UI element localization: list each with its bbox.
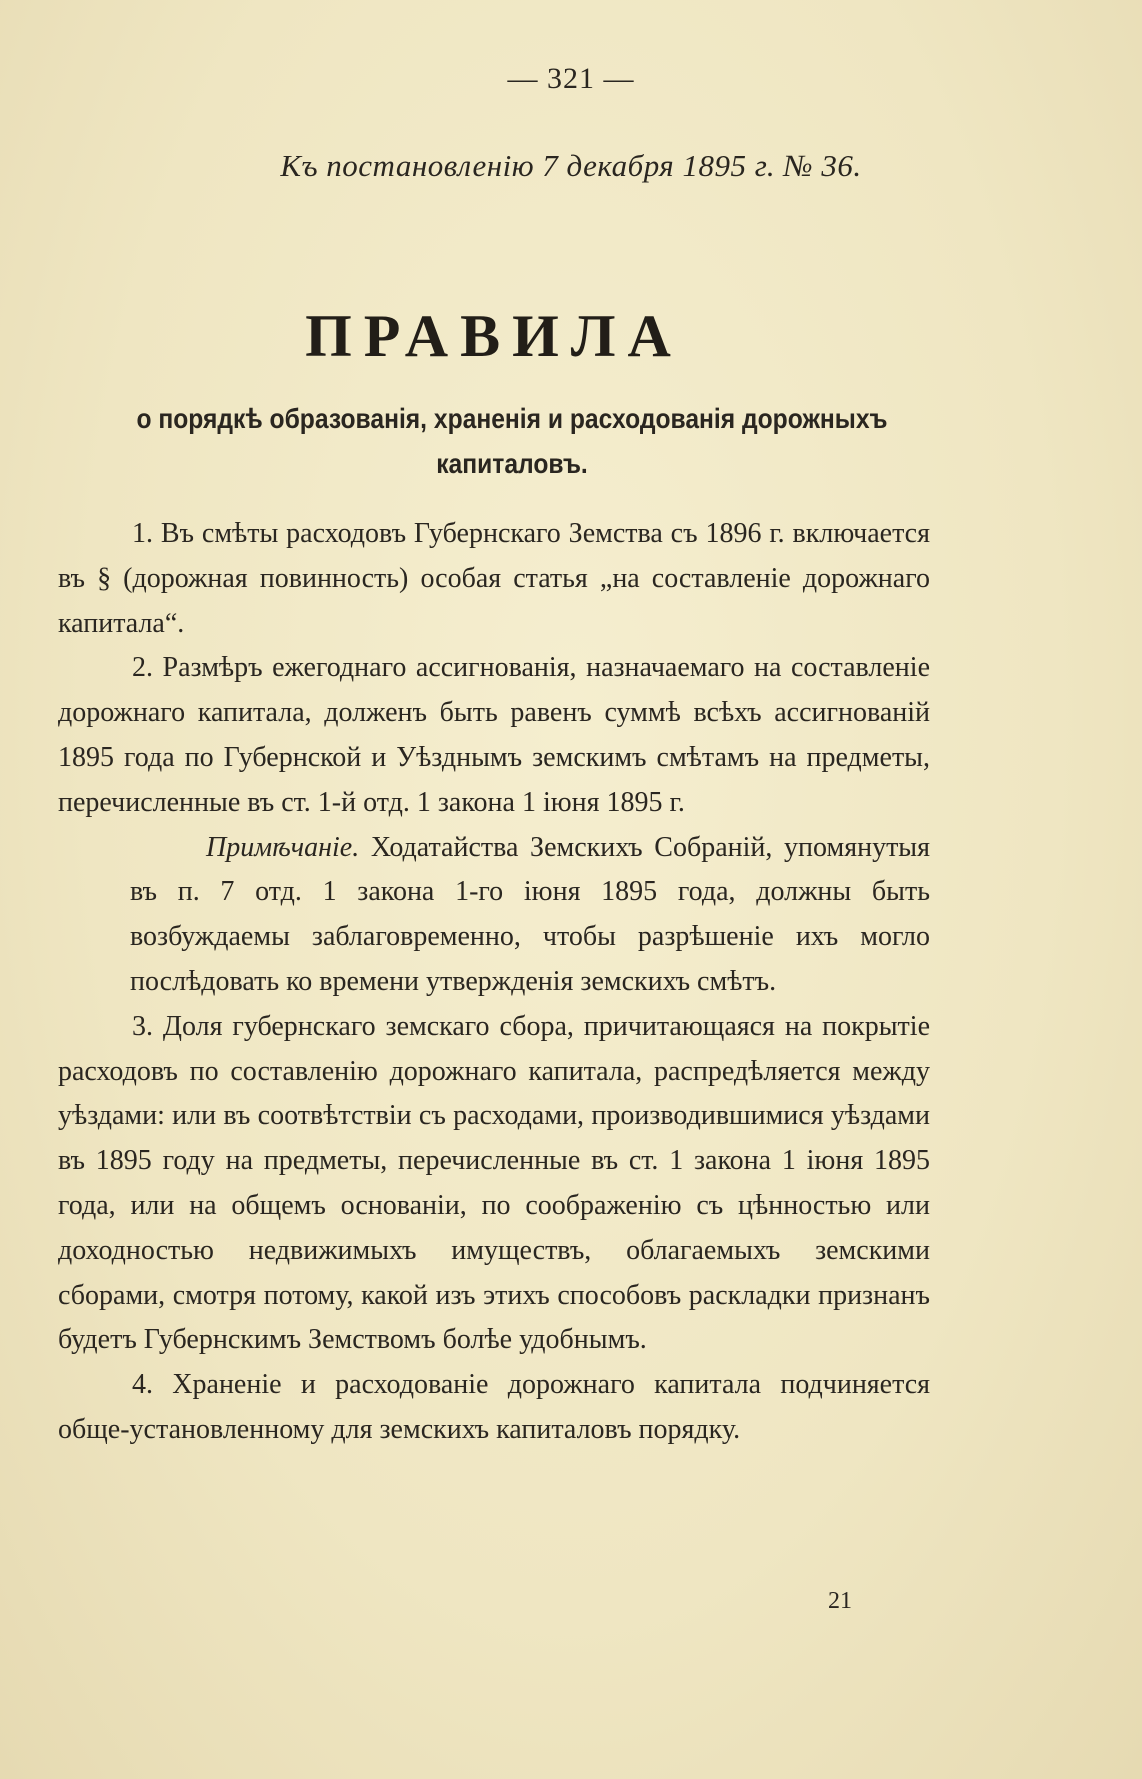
paragraph-4: 4. Храненіе и расходованіе дорожнаго капитала подчиняется обще-установленному для земскихъ капиталовъ порядку. <box>58 1369 930 1445</box>
document-subtitle: о порядкѣ образованія, храненія и расходованія дорожныхъ капиталовъ. <box>136 403 888 479</box>
paragraph-1: 1. Въ смѣты расходовъ Губернскаго Земства съ 1896 г. включается въ § (дорожная повинность) особая статья „на составленіе дорожнаго капитала“. <box>58 518 930 639</box>
note-text: Ходатайства Земскихъ Собраній, упомянутыя въ п. 7 отд. 1 закона 1-го іюня 1895 года, должны быть возбуждаемы заблаговременно, чтобы разрѣшеніе ихъ могло послѣдовать ко времени утвержденія земскихъ смѣтъ. <box>130 831 930 997</box>
note-heading: Примѣчаніе. <box>206 831 371 863</box>
paragraph-2: 2. Размѣръ ежегоднаго ассигнованія, назначаемаго на составленіе дорожнаго капитала, долженъ быть равенъ суммѣ всѣхъ ассигнованій 1895 года по Губернской и Уѣзднымъ земскимъ смѣтамъ на предметы, перечисленные въ ст. 1-й отд. 1 закона 1 іюня 1895 г. <box>58 652 930 818</box>
paragraph-3: 3. Доля губернскаго земскаго сбора, причитающаяся на покрытіе расходовъ по составленію дорожнаго капитала, распредѣляется между уѣздами: или въ соотвѣтствіи съ расходами, производившимися уѣздами въ 1895 году на предметы, перечисленные въ ст. 1 закона 1 іюня 1895 года, или на общемъ основаніи, по соображенію съ цѣнностью или доходностью недвижимыхъ имуществъ, облагаемыхъ земскими сборами, смотря потому, какой изъ этихъ способовъ раскладки признанъ будетъ Губернскимъ Земствомъ болѣе удобнымъ. <box>58 1010 930 1356</box>
signature-mark: 21 <box>828 1588 852 1614</box>
note <box>130 826 930 1005</box>
document-body <box>58 512 930 1453</box>
decree-reference: Къ постановленію 7 декабря 1895 г. № 36. <box>280 148 862 183</box>
page-number: — 321 — <box>507 62 635 95</box>
document-title: ПРАВИЛА <box>305 303 683 369</box>
